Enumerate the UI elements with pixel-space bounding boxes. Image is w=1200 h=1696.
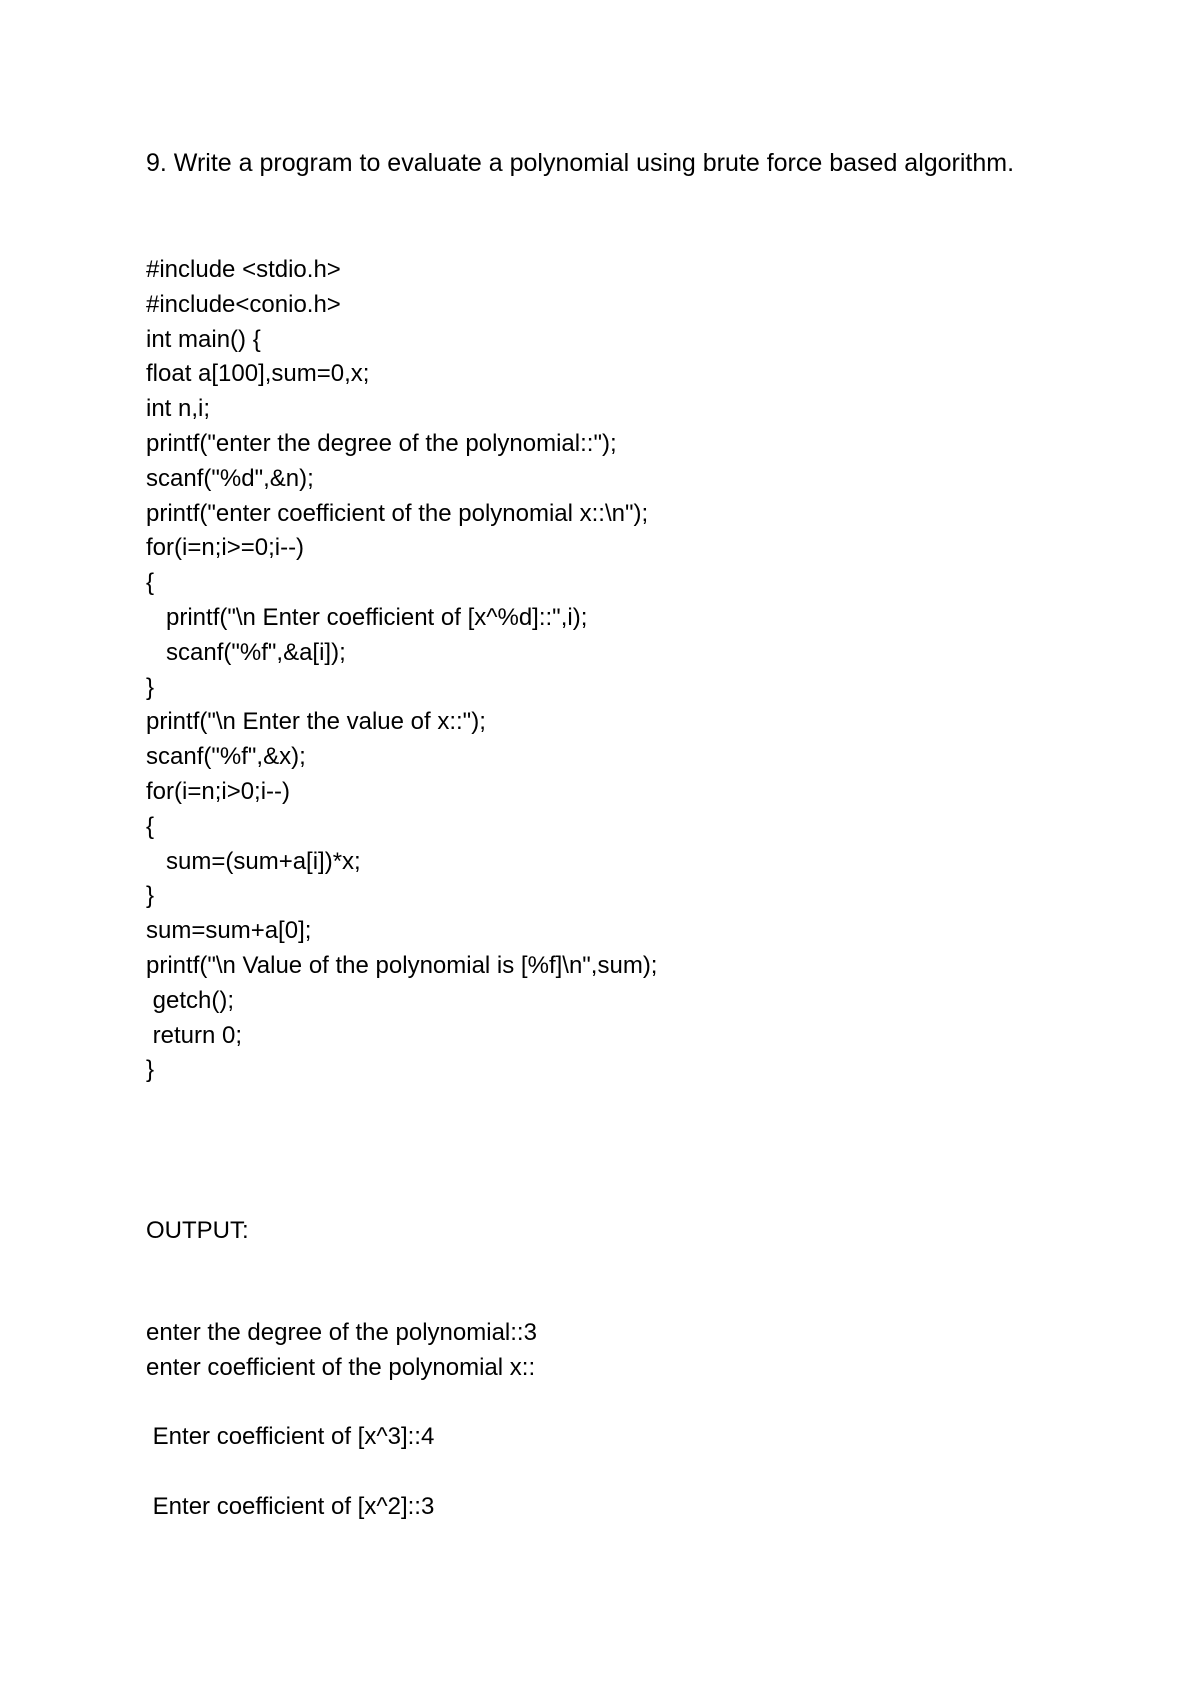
code-line: scanf("%d",&n); [146, 464, 314, 492]
code-line: printf("enter the degree of the polynomial::"); [146, 429, 617, 457]
code-line: scanf("%f",&a[i]); [146, 638, 346, 666]
code-line: #include<conio.h> [146, 290, 341, 318]
code-line: sum=sum+a[0]; [146, 917, 312, 945]
code-line: } [146, 882, 155, 910]
code-line: #include <stdio.h> [146, 256, 341, 283]
code-line: printf("\n Value of the polynomial is [%f]\n",sum); [146, 951, 658, 979]
code-line: int n,i; [146, 395, 211, 423]
question-heading: 9. Write a program to evaluate a polynomial using brute force based algorithm. [146, 149, 1015, 177]
output-line: Enter coefficient of [x^3]::4 [146, 1423, 435, 1451]
code-line: { [146, 812, 155, 840]
code-line: } [146, 1056, 155, 1084]
code-block [146, 253, 657, 1088]
output-block [146, 1316, 537, 1525]
code-line: { [146, 569, 155, 597]
code-line: scanf("%f",&x); [146, 743, 306, 771]
output-label: OUTPUT: [146, 1217, 249, 1244]
code-line: printf("enter coefficient of the polynomial x::\n"); [146, 499, 649, 527]
output-line: enter coefficient of the polynomial x:: [146, 1353, 536, 1381]
code-line: int main() { [146, 325, 261, 353]
code-line: return 0; [146, 1021, 243, 1049]
output-line: enter the degree of the polynomial::3 [146, 1319, 537, 1346]
code-line: for(i=n;i>=0;i--) [146, 534, 305, 562]
code-line: float a[100],sum=0,x; [146, 360, 370, 388]
output-line [146, 1455, 537, 1490]
code-line: printf("\n Enter the value of x::"); [146, 708, 486, 736]
code-line: sum=(sum+a[i])*x; [146, 847, 361, 875]
output-line [146, 1386, 537, 1421]
code-line: for(i=n;i>0;i--) [146, 777, 291, 805]
code-line: printf("\n Enter coefficient of [x^%d]::",i); [146, 603, 588, 631]
output-line: Enter coefficient of [x^2]::3 [146, 1492, 435, 1520]
code-line: } [146, 673, 155, 701]
code-line: getch(); [146, 986, 235, 1014]
